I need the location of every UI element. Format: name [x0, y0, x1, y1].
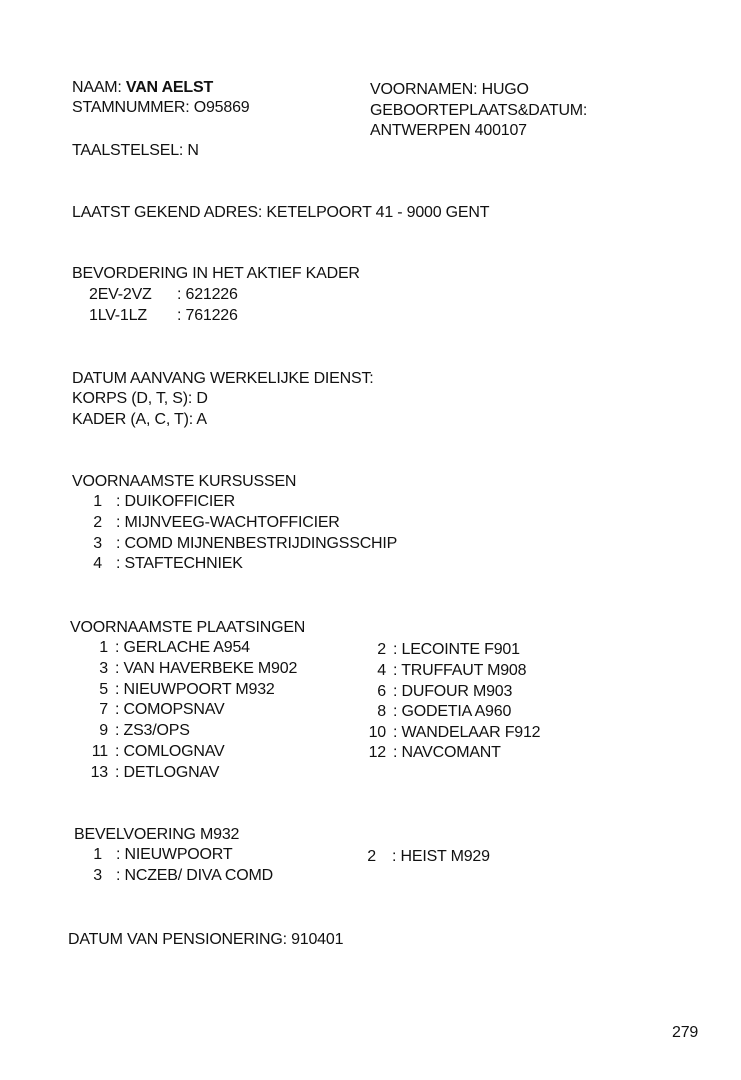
kursus-number: 1 — [93, 493, 102, 510]
plaatsing-number: 3 — [99, 660, 108, 677]
plaatsing-number: 11 — [91, 743, 108, 760]
plaatsing-number: 12 — [368, 744, 386, 761]
plaatsing-text: : DUFOUR M903 — [393, 683, 513, 700]
plaatsing-text: : NAVCOMANT — [393, 744, 501, 761]
bevordering-rank: 2EV-2VZ — [89, 286, 152, 303]
bevordering-date: : 761226 — [177, 307, 238, 324]
plaatsingen-title: VOORNAAMSTE PLAATSINGEN — [70, 619, 306, 636]
bevelvoering-number: 1 — [93, 846, 102, 863]
plaatsing-number: 5 — [99, 681, 108, 698]
plaatsing-item — [84, 700, 225, 720]
plaatsing-text: : DETLOGNAV — [115, 764, 220, 781]
kursussen-title: VOORNAAMSTE KURSUSSEN — [72, 473, 297, 490]
kursus-item — [86, 513, 340, 533]
bevelvoering-title: BEVELVOERING M932 — [74, 826, 240, 843]
plaatsing-number: 13 — [90, 764, 108, 781]
kursus-item — [86, 554, 243, 574]
plaatsing-text: : NIEUWPOORT M932 — [115, 681, 275, 698]
plaatsing-item — [362, 723, 540, 743]
kursus-text: : MIJNVEEG-WACHTOFFICIER — [116, 514, 340, 531]
naam-label: NAAM: — [72, 79, 126, 96]
voornamen: VOORNAMEN: HUGO — [370, 81, 529, 98]
kursus-text: : STAFTECHNIEK — [116, 555, 243, 572]
kursus-text: : COMD MIJNENBESTRIJDINGSSCHIP — [116, 535, 398, 552]
bevordering-title: BEVORDERING IN HET AKTIEF KADER — [72, 265, 360, 282]
kursus-number: 2 — [93, 514, 102, 531]
plaatsing-item — [362, 661, 526, 681]
bevelvoering-item — [86, 845, 232, 865]
bevelvoering-text: : NCZEB/ DIVA COMD — [116, 867, 274, 884]
plaatsing-item — [362, 702, 511, 722]
kursus-item — [86, 534, 397, 554]
bevelvoering-text: : NIEUWPOORT — [116, 846, 233, 863]
pensionering: DATUM VAN PENSIONERING: 910401 — [68, 931, 344, 948]
plaatsing-number: 8 — [377, 703, 386, 720]
naam-line — [72, 78, 213, 98]
geboorte-value: ANTWERPEN 400107 — [370, 122, 527, 139]
plaatsing-text: : WANDELAAR F912 — [393, 724, 541, 741]
plaatsing-number: 10 — [368, 724, 386, 741]
dienst-title: DATUM AANVANG WERKELIJKE DIENST: — [72, 370, 374, 387]
plaatsing-item — [362, 682, 512, 702]
plaatsing-text: : GODETIA A960 — [393, 703, 512, 720]
plaatsing-item — [84, 659, 297, 679]
plaatsing-text: : TRUFFAUT M908 — [393, 662, 527, 679]
naam-value: VAN AELST — [125, 79, 214, 96]
bevelvoering-text: : HEIST M929 — [392, 848, 490, 865]
plaatsing-number: 1 — [99, 639, 108, 656]
plaatsing-number: 4 — [377, 662, 386, 679]
stamnummer: STAMNUMMER: O95869 — [72, 99, 250, 116]
plaatsing-item — [84, 638, 250, 658]
kursus-number: 3 — [93, 535, 102, 552]
plaatsing-text: : COMLOGNAV — [115, 743, 225, 760]
kader: KADER (A, C, T): A — [72, 411, 207, 428]
plaatsing-item — [84, 763, 219, 783]
page-number: 279 — [672, 1024, 699, 1041]
bevelvoering-item — [86, 866, 273, 886]
bevordering-rank: 1LV-1LZ — [89, 307, 147, 324]
bevelvoering-item — [362, 847, 490, 867]
plaatsing-number: 7 — [99, 701, 108, 718]
kursus-item — [86, 492, 235, 512]
laatst-gekend-adres: LAATST GEKEND ADRES: KETELPOORT 41 - 9000 GENT — [72, 204, 490, 221]
plaatsing-item — [84, 742, 225, 762]
taalstelsel: TAALSTELSEL: N — [72, 142, 199, 159]
plaatsing-text: : GERLACHE A954 — [115, 639, 250, 656]
plaatsing-item — [84, 721, 190, 741]
plaatsing-text: : ZS3/OPS — [115, 722, 190, 739]
bevelvoering-number: 2 — [367, 848, 376, 865]
plaatsing-number: 9 — [99, 722, 108, 739]
kursus-text: : DUIKOFFICIER — [116, 493, 235, 510]
plaatsing-number: 2 — [377, 641, 386, 658]
korps: KORPS (D, T, S): D — [72, 390, 208, 407]
plaatsing-text: : VAN HAVERBEKE M902 — [115, 660, 298, 677]
kursus-number: 4 — [93, 555, 102, 572]
bevelvoering-number: 3 — [93, 867, 102, 884]
plaatsing-item — [84, 680, 275, 700]
plaatsing-item — [362, 743, 501, 763]
plaatsing-item — [362, 640, 520, 660]
plaatsing-number: 6 — [377, 683, 386, 700]
plaatsing-text: : COMOPSNAV — [115, 701, 225, 718]
bevordering-date: : 621226 — [177, 286, 238, 303]
plaatsing-text: : LECOINTE F901 — [393, 641, 520, 658]
geboorte-label: GEBOORTEPLAATS&DATUM: — [370, 102, 588, 119]
